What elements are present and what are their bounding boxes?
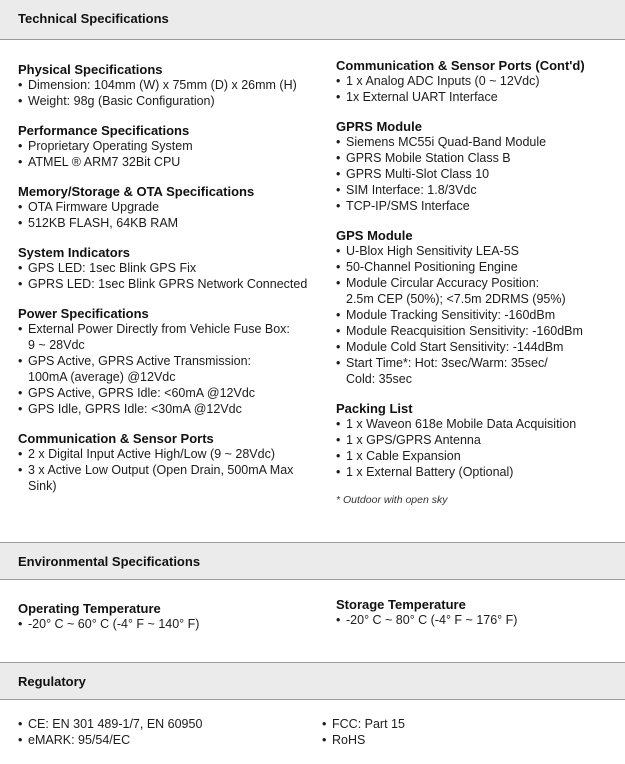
list-item: • OTA Firmware Upgrade bbox=[18, 199, 328, 215]
spec-list bbox=[18, 77, 328, 109]
list-item: • Module Cold Start Sensitivity: -144dBm bbox=[336, 339, 621, 355]
regulatory-header-band bbox=[0, 662, 625, 700]
system-indicators-section bbox=[18, 245, 328, 292]
list-item: • GPS Idle, GPRS Idle: <30mA @12Vdc bbox=[18, 401, 328, 417]
gps-module-section bbox=[336, 228, 621, 387]
operating-temperature-list bbox=[18, 616, 318, 632]
list-item: • Module Tracking Sensitivity: -160dBm bbox=[336, 307, 621, 323]
technical-title: Technical Specifications bbox=[18, 11, 169, 26]
section-title: Memory/Storage & OTA Specifications bbox=[18, 184, 255, 199]
section-title: GPRS Module bbox=[336, 119, 422, 134]
list-item: • 3 x Active Low Output (Open Drain, 500mA Max Sink) bbox=[18, 462, 328, 494]
communication-sensor-ports-section bbox=[18, 431, 328, 494]
list-item: • -20° C ~ 80° C (-4° F ~ 176° F) bbox=[336, 612, 621, 628]
list-item: • RoHS bbox=[322, 732, 612, 748]
spec-list bbox=[18, 260, 328, 292]
spec-list bbox=[336, 73, 621, 105]
spec-list bbox=[336, 134, 621, 214]
list-item: • ATMEL ® ARM7 32Bit CPU bbox=[18, 154, 328, 170]
list-item: • Dimension: 104mm (W) x 75mm (D) x 26mm (H) bbox=[18, 77, 328, 93]
list-item: • Start Time*: Hot: 3sec/Warm: 35sec/ Cold: 35sec bbox=[336, 355, 621, 387]
gprs-module-section bbox=[336, 119, 621, 214]
operating-temperature-title: Operating Temperature bbox=[18, 601, 161, 616]
section-title: Power Specifications bbox=[18, 306, 149, 321]
list-item: • 1 x GPS/GPRS Antenna bbox=[336, 432, 621, 448]
section-title: Packing List bbox=[336, 401, 413, 416]
storage-temperature-section bbox=[336, 597, 621, 628]
list-item: • 1x External UART Interface bbox=[336, 89, 621, 105]
environmental-title: Environmental Specifications bbox=[18, 554, 201, 569]
spec-list bbox=[336, 243, 621, 387]
regulatory-right bbox=[322, 716, 612, 748]
list-item: • CE: EN 301 489-1/7, EN 60950 bbox=[18, 716, 318, 732]
regulatory-left bbox=[18, 716, 318, 748]
power-specifications-section bbox=[18, 306, 328, 417]
physical-specifications-section bbox=[18, 62, 328, 109]
section-title: Physical Specifications bbox=[18, 62, 163, 77]
list-item: • GPRS LED: 1sec Blink GPRS Network Connected bbox=[18, 276, 328, 292]
list-item: • eMARK: 95/54/EC bbox=[18, 732, 318, 748]
spec-list bbox=[18, 199, 328, 231]
list-item: • 1 x Analog ADC Inputs (0 ~ 12Vdc) bbox=[336, 73, 621, 89]
list-item: • 1 x Waveon 618e Mobile Data Acquisition bbox=[336, 416, 621, 432]
communication-sensor-ports-cont-d-section bbox=[336, 58, 621, 105]
spec-list bbox=[18, 138, 328, 170]
spec-list bbox=[18, 446, 328, 494]
storage-temperature-title: Storage Temperature bbox=[336, 597, 466, 612]
list-item: • Proprietary Operating System bbox=[18, 138, 328, 154]
list-item: • GPRS Multi-Slot Class 10 bbox=[336, 166, 621, 182]
list-item: • TCP-IP/SMS Interface bbox=[336, 198, 621, 214]
list-item: • FCC: Part 15 bbox=[322, 716, 612, 732]
spec-list bbox=[18, 321, 328, 417]
list-item: • External Power Directly from Vehicle Fuse Box: 9 ~ 28Vdc bbox=[18, 321, 328, 353]
memory-storage-ota-specifications-section bbox=[18, 184, 328, 231]
section-title: Performance Specifications bbox=[18, 123, 190, 138]
performance-specifications-section bbox=[18, 123, 328, 170]
list-item: • 1 x Cable Expansion bbox=[336, 448, 621, 464]
list-item: • Module Circular Accuracy Position: 2.5m CEP (50%); <7.5m 2DRMS (95%) bbox=[336, 275, 621, 307]
technical-header-band bbox=[0, 0, 625, 40]
list-item: • Siemens MC55i Quad-Band Module bbox=[336, 134, 621, 150]
operating-temperature-section bbox=[18, 601, 318, 632]
storage-temperature-list bbox=[336, 612, 621, 628]
environmental-header-band bbox=[0, 542, 625, 580]
list-item: • 2 x Digital Input Active High/Low (9 ~ 28Vdc) bbox=[18, 446, 328, 462]
spec-list bbox=[336, 416, 621, 480]
section-title: GPS Module bbox=[336, 228, 413, 243]
packing-list-section bbox=[336, 401, 621, 480]
list-item: • -20° C ~ 60° C (-4° F ~ 140° F) bbox=[18, 616, 318, 632]
section-title: Communication & Sensor Ports (Cont'd) bbox=[336, 58, 585, 73]
list-item: • SIM Interface: 1.8/3Vdc bbox=[336, 182, 621, 198]
regulatory-title: Regulatory bbox=[18, 674, 86, 689]
technical-left-column bbox=[18, 62, 328, 508]
list-item: • GPS Active, GPRS Idle: <60mA @12Vdc bbox=[18, 385, 328, 401]
list-item: • 50-Channel Positioning Engine bbox=[336, 259, 621, 275]
regulatory-right-list bbox=[322, 716, 612, 748]
list-item: • GPS Active, GPRS Active Transmission: 100mA (average) @12Vdc bbox=[18, 353, 328, 385]
list-item: • 512KB FLASH, 64KB RAM bbox=[18, 215, 328, 231]
section-title: Communication & Sensor Ports bbox=[18, 431, 214, 446]
regulatory-left-list bbox=[18, 716, 318, 748]
list-item: • U-Blox High Sensitivity LEA-5S bbox=[336, 243, 621, 259]
list-item: • Module Reacquisition Sensitivity: -160dBm bbox=[336, 323, 621, 339]
list-item: • GPS LED: 1sec Blink GPS Fix bbox=[18, 260, 328, 276]
footnote: * Outdoor with open sky bbox=[336, 494, 448, 506]
list-item: • Weight: 98g (Basic Configuration) bbox=[18, 93, 328, 109]
technical-right-column bbox=[336, 58, 621, 506]
list-item: • GPRS Mobile Station Class B bbox=[336, 150, 621, 166]
section-title: System Indicators bbox=[18, 245, 130, 260]
list-item: • 1 x External Battery (Optional) bbox=[336, 464, 621, 480]
